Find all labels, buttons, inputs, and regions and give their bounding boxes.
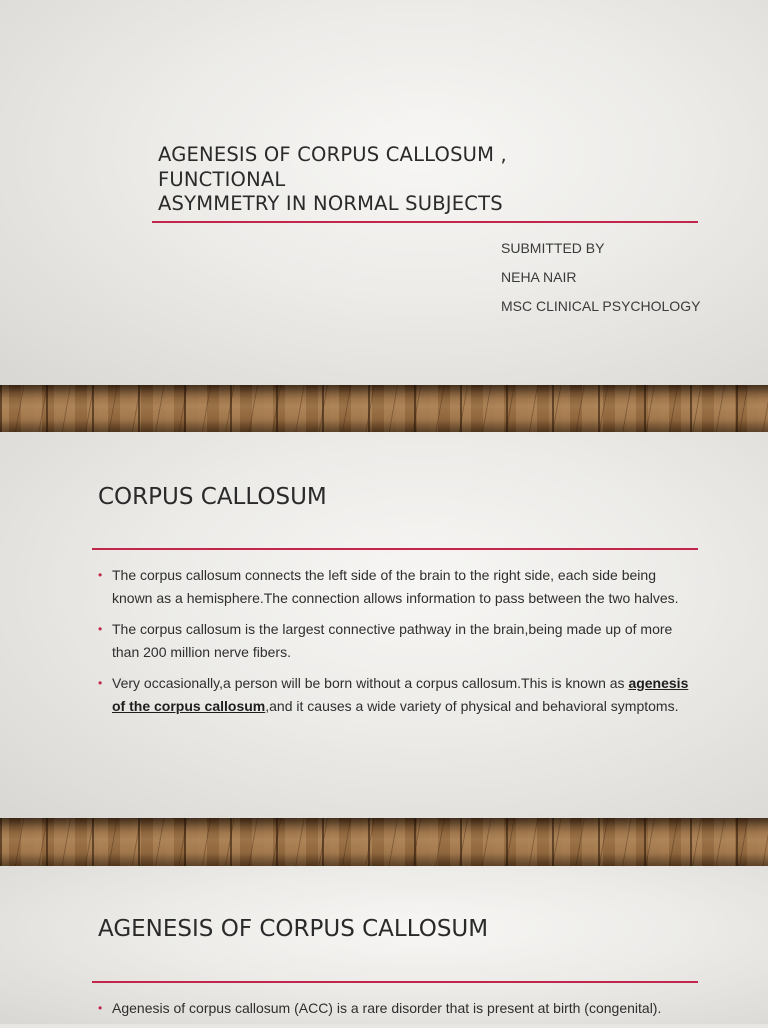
bullet-icon: •	[98, 1001, 103, 1015]
subtitle-line-submitted: SUBMITTED BY	[501, 240, 605, 256]
bullet-icon: •	[98, 568, 103, 582]
title-line-1: AGENESIS OF CORPUS CALLOSUM ,	[158, 143, 507, 166]
bullet-text: The corpus callosum is the largest connective pathway in the brain,being made up of more than 200 million nerve fibers.	[112, 621, 673, 660]
bullet-list	[98, 564, 698, 726]
list-item	[98, 997, 698, 1020]
agenesis-link[interactable]: agenesis of the corpus callosum	[112, 675, 689, 714]
subtitle-line-author: NEHA NAIR	[501, 269, 577, 285]
list-item	[98, 618, 698, 664]
list-item	[98, 564, 698, 610]
bullet-icon: •	[98, 676, 103, 690]
bullet-text-pre: Very occasionally,a person will be born without a corpus callosum.This is known as	[112, 675, 629, 691]
bullet-text: Agenesis of corpus callosum (ACC) is a rare disorder that is present at birth (congenital).	[112, 1000, 662, 1016]
title-divider	[152, 221, 698, 223]
list-item	[98, 672, 698, 718]
subtitle-line-program: MSC CLINICAL PSYCHOLOGY	[501, 298, 701, 314]
presentation-subtitle	[501, 238, 700, 325]
heading-divider	[92, 981, 698, 983]
slide-heading: AGENESIS OF CORPUS CALLOSUM	[98, 916, 489, 942]
bullet-icon: •	[98, 622, 103, 636]
title-line-3: ASYMMETRY IN NORMAL SUBJECTS	[158, 192, 503, 215]
bullet-text: The corpus callosum connects the left side of the brain to the right side, each side being known as a hemisphere.The connection allows information to pass between the two halves.	[112, 567, 679, 606]
title-line-2: FUNCTIONAL	[158, 167, 286, 191]
bullet-text-post: ,and it causes a wide variety of physical and behavioral symptoms.	[265, 698, 679, 714]
wood-floor-divider	[0, 385, 768, 432]
wood-floor-divider	[0, 818, 768, 866]
presentation-title	[158, 143, 698, 217]
heading-divider	[92, 548, 698, 550]
slide-heading: CORPUS CALLOSUM	[98, 484, 327, 510]
bullet-list	[98, 997, 698, 1028]
